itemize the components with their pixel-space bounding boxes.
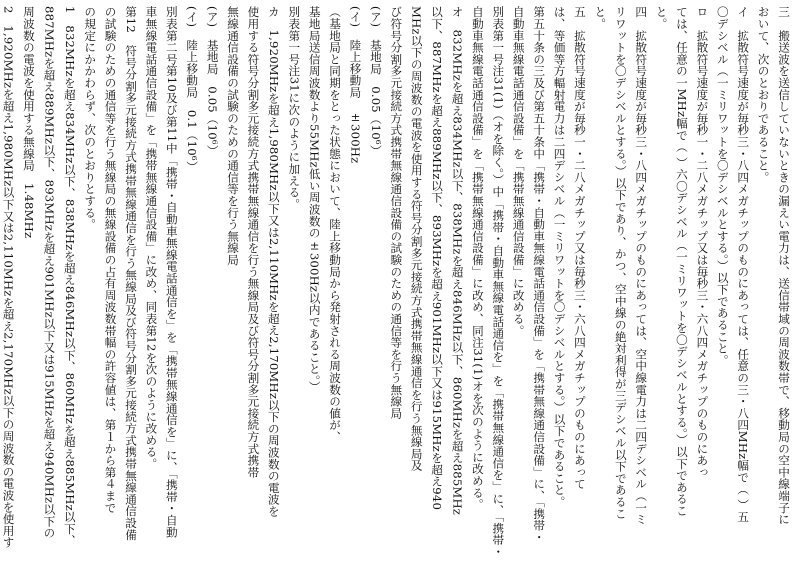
- text-line: (ア) 基地局 0.05（10⁶）: [368, 6, 383, 157]
- text-line: 別表第二号第10及び第11中「携帯・自動車無線電話通信を」を「携帯無線通信を」に、「携帯・自動: [164, 6, 179, 538]
- text-line: 無線通信設備の試験のための通信等を行う無線局: [226, 6, 241, 266]
- text-line: (イ) 陸上移動局 ±300Hz: [348, 6, 363, 164]
- text-line: ては、任意の一MHz幅で（ ）六〇デシベル（一ミリワットを〇デシベルとする。）以下であるこ: [674, 6, 689, 517]
- text-line: 使用する符号分割多元接続方式携帯無線通信を行う無線局及び符号分割多元接続方式携帯: [246, 6, 261, 478]
- text-line: 車無線電話通信設備」を「携帯無線通信設備」に改め、同表第12を次のように改める。: [144, 6, 159, 470]
- text-line: 以下、887MHzを超え889MHz以下、893MHzを超え901MHz以下又は915MHzを超え940: [430, 6, 445, 511]
- text-line: （基地局と同期をとった状態において、陸上移動局から発射される周波数の値が、: [328, 6, 343, 443]
- text-line: 自動車無線電話通信設備」を「携帯無線通信設備」に改める。: [511, 6, 526, 337]
- text-line: 四 拡散符号速度が毎秒三・八四メガチップのものにあっては、空中線電力は二四デシベル（一ミ: [634, 6, 649, 526]
- text-line: カ 1,920MHzを超え1,980MHz以下又は2,110MHzを超え2,170MHz以下の周波数の電波を: [266, 6, 281, 518]
- text-line: と。: [654, 6, 669, 30]
- text-line: ロ 拡散符号速度が毎秒一・二八メガチップ又は毎秒三・六八四メガチップのものにあっ: [695, 6, 710, 478]
- text-line: リワットを〇デシベルとする。）以下であり、かつ、空中線の絶対利得が三デシベル以下であるこ: [613, 6, 628, 520]
- text-line: と。: [593, 6, 608, 30]
- text-line: 自動車無線電話通信設備」を「携帯無線通信設備」に改め、同注31(1)オを次のように改める。: [470, 6, 485, 511]
- text-line: 〇デシベル（一ミリワットを〇デシベルとする。）以下であること。: [715, 6, 730, 366]
- text-line: 887MHzを超え889MHz以下、893MHzを超え901MHz以下又は915MHzを超え940MHz以下の: [42, 6, 57, 539]
- text-line: 別表第一号注31に次のように加える。: [287, 6, 302, 210]
- text-line: の試験のための通信等を行う無線局の無線設備の占有周波数帯幅の許容値は、第１から第４まで: [103, 6, 118, 514]
- text-line: オ 832MHzを超え834MHz以下、838MHzを超え846MHz以下、860MHzを超え885MHz: [450, 6, 465, 516]
- text-line: 基地局送信周波数より55MHz低い周波数の±300Hz以内であること。）: [307, 6, 322, 393]
- text-line: イ 拡散符号速度が毎秒三・八四メガチップのものにあっては、任意の三・八四MHz幅で（ ）五: [736, 6, 751, 523]
- text-line: 五 拡散符号速度が毎秒一・二八メガチップ又は毎秒三・六八四メガチップのものにあって: [572, 6, 587, 490]
- text-line: び符号分割多元接続方式携帯無線通信設備の試験のための通信等を行う無線局: [389, 6, 404, 419]
- text-line: 周波数の電波を使用する無線局 1.48MHz: [21, 6, 36, 239]
- text-line: は、等価等方輻射電力は二四デシベル（一ミリワットを〇デシベルとする。）以下であること。: [552, 6, 567, 508]
- text-line: 第12 符号分割多元接続方式携帯無線通信を行う無線局及び符号分割多元接続方式携帯無線通信設備: [124, 6, 138, 541]
- vertical-text-body: [0, 6, 794, 562]
- text-line: 三 搬送波を送信していないときの漏えい電力は、送信帯域の周波数帯で、移動局の空中線端子に: [777, 6, 791, 526]
- text-line: 1 832MHzを超え834MHz以下、838MHzを超え846MHz以下、860MHzを超え885MHz以下、: [62, 6, 77, 547]
- text-line: 2 1,920MHzを超え1,980MHz以下又は2,110MHzを超え2,170MHz以下の周波数の電波を使用す: [1, 6, 16, 549]
- text-line: おいて、次のとおりであること。: [756, 6, 771, 183]
- text-line: MHz以下の周波数の電波を使用する符号分割多元接続方式携帯無線通信を行う無線局及: [409, 6, 424, 472]
- text-line: (イ) 陸上移動局 0.1（10⁶）: [185, 6, 200, 173]
- text-line: 第五十条の三及び第五十条中「携帯・自動車無線電話通信設備」を「携帯無線通信設備」に、「携帯・: [532, 6, 547, 543]
- text-line: (ア) 基地局 0.05（10⁶）: [205, 6, 220, 157]
- text-line: 別表第一号注31(1)（オを除く。）中「携帯・自動車無線電話通信を」を「携帯無線通信を」に、「携帯・: [491, 6, 506, 558]
- text-line: の規定にかかわらず、次のとおりとする。: [83, 6, 98, 231]
